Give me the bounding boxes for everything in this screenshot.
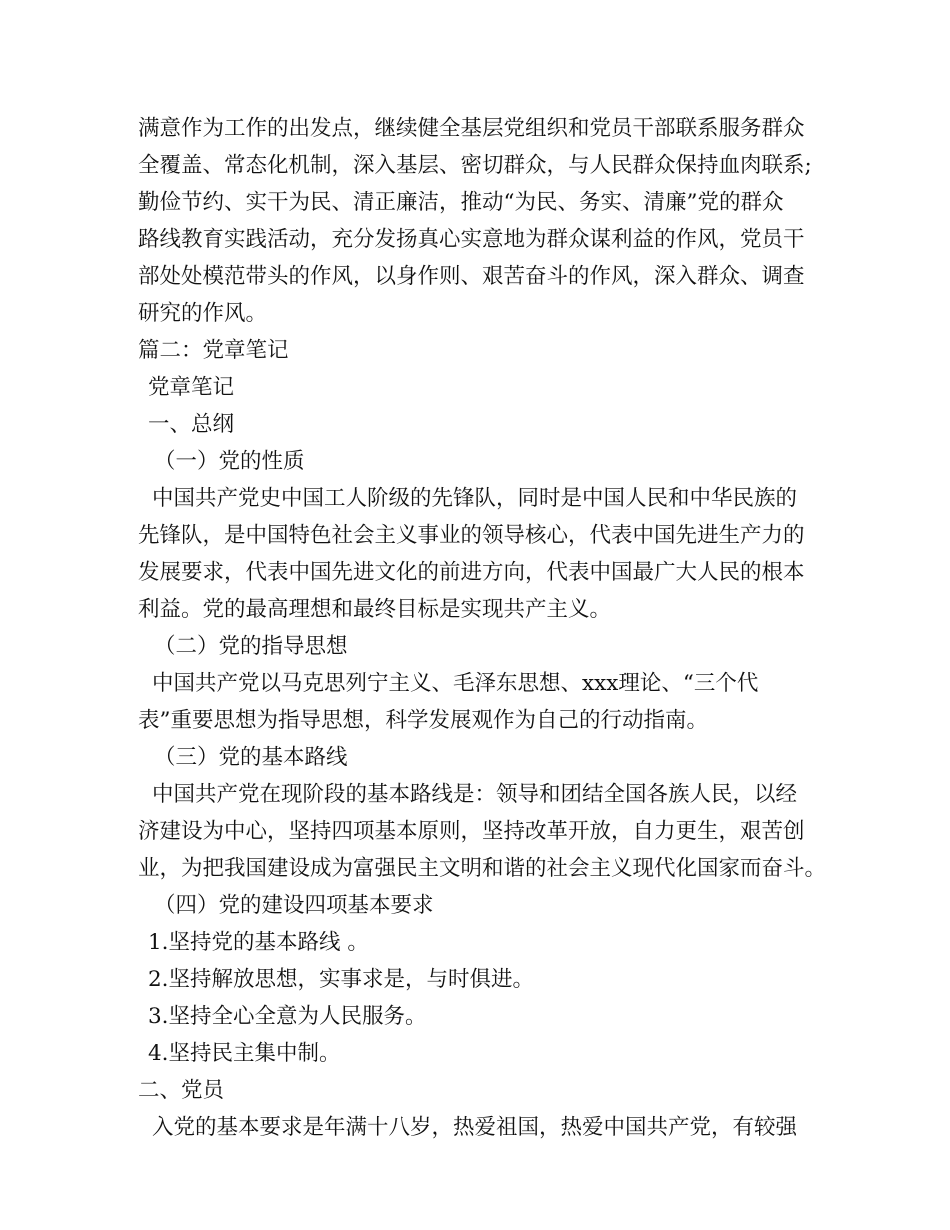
text-line: （三）党的基本路线 — [154, 745, 348, 770]
text-line: 入党的基本要求是年满十八岁，热爱祖国，热爱中国共产党，有较强 — [152, 1115, 798, 1140]
text-line: 先锋队，是中国特色社会主义事业的领导核心，代表中国先进生产力的 — [138, 523, 805, 548]
text-line: 党章笔记 — [148, 375, 235, 400]
text-line: 篇二：党章笔记 — [138, 338, 289, 363]
text-line: 济建设为中心，坚持四项基本原则，坚持改革开放，自力更生，艰苦创 — [138, 819, 805, 844]
text-line: 二、党员 — [138, 1078, 225, 1103]
text-line: 2.坚持解放思想，实事求是，与时俱进。 — [148, 967, 535, 992]
text-line: 一、总纲 — [148, 412, 235, 437]
text-line: 满意作为工作的出发点，继续健全基层党组织和党员干部联系服务群众 — [138, 116, 805, 141]
text-line: （一）党的性质 — [154, 449, 305, 474]
text-line: 表”重要思想为指导思想，科学发展观作为自己的行动指南。 — [138, 708, 708, 733]
text-line: 4.坚持民主集中制。 — [148, 1041, 341, 1066]
text-line: 中国共产党史中国工人阶级的先锋队，同时是中国人民和中华民族的 — [152, 486, 798, 511]
text-line: （二）党的指导思想 — [154, 634, 348, 659]
text-line: 部处处模范带头的作风，以身作则、艰苦奋斗的作风，深入群众、调查 — [138, 264, 805, 289]
document-body — [138, 110, 828, 1146]
text-line: 路线教育实践活动，充分发扬真心实意地为群众谋利益的作风，党员干 — [138, 227, 805, 252]
text-line: 3.坚持全心全意为人民服务。 — [148, 1004, 427, 1029]
text-line: 全覆盖、常态化机制，深入基层、密切群众，与人民群众保持血肉联系; — [138, 153, 812, 178]
text-line: （四）党的建设四项基本要求 — [154, 893, 434, 918]
text-line: 1.坚持党的基本路线 。 — [148, 930, 369, 955]
text-line: 中国共产党在现阶段的基本路线是：领导和团结全国各族人民，以经 — [152, 782, 798, 807]
text-line: 中国共产党以马克思列宁主义、毛泽东思想、xxx理论、“三个代 — [152, 671, 759, 696]
text-line: 研究的作风。 — [138, 301, 268, 326]
text-line: 勤俭节约、实干为民、清正廉洁，推动“为民、务实、清廉”党的群众 — [138, 190, 784, 215]
text-line: 利益。党的最高理想和最终目标是实现共产主义。 — [138, 597, 612, 622]
text-line: 业，为把我国建设成为富强民主文明和谐的社会主义现代化国家而奋斗。 — [138, 856, 827, 881]
text-line: 发展要求，代表中国先进文化的前进方向，代表中国最广大人民的根本 — [138, 560, 805, 585]
